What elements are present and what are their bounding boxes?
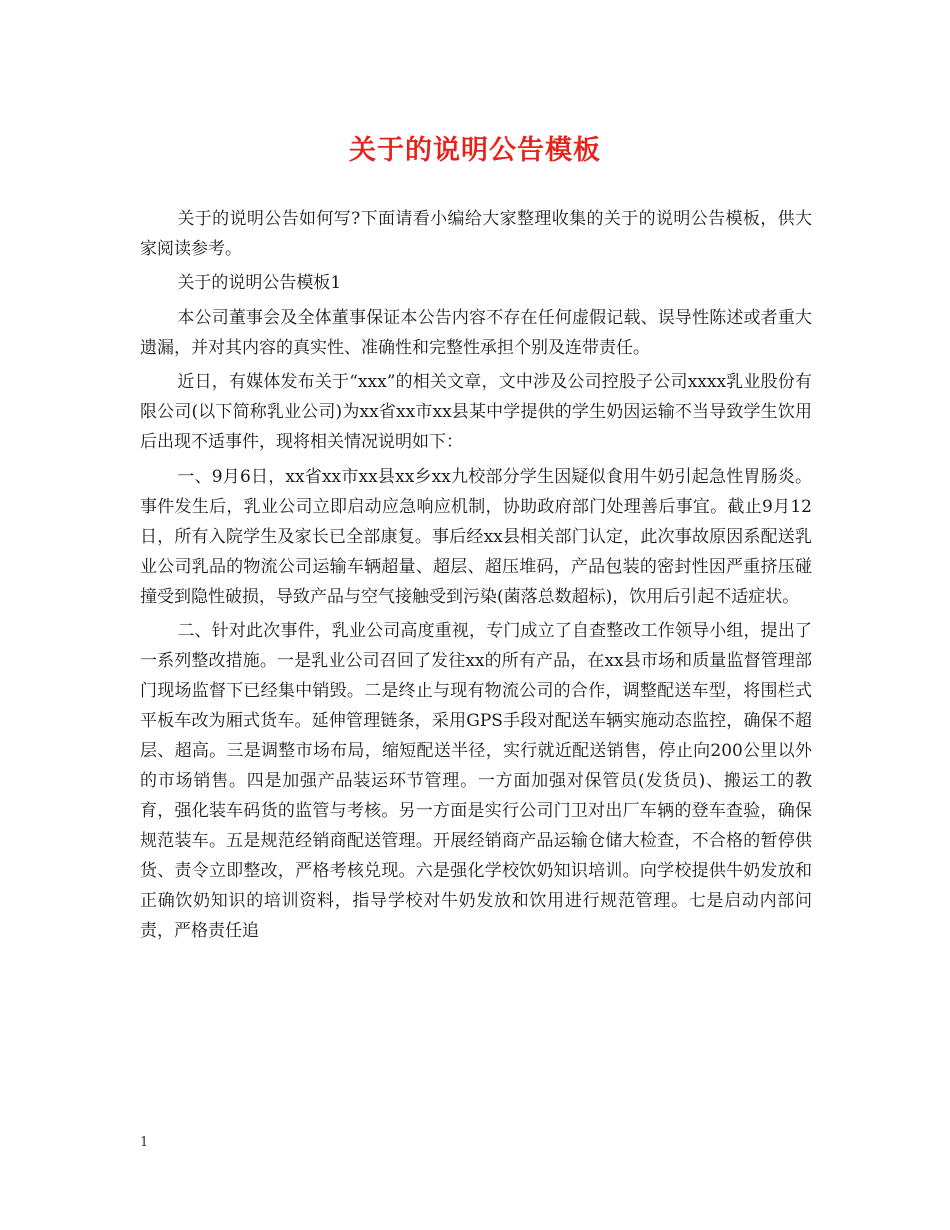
paragraph-template-heading: 关于的说明公告模板1 <box>177 273 342 294</box>
paragraph-intro: 关于的说明公告如何写?下面请看小编给大家整理收集的关于的说明公告模板，供大家阅读参考。 <box>140 209 812 259</box>
document-body <box>140 204 812 950</box>
paragraph-media-report: 近日，有媒体发布关于“xxx”的相关文章，文中涉及公司控股子公司xxxx乳业股份有限公司(以下简称乳业公司)为xx省xx市xx县某中学提供的学生奶因运输不当导致学生饮用后出现不适事件，现将相关情况说明如下： <box>140 372 812 453</box>
document-title: 关于的说明公告模板 <box>349 135 601 166</box>
page-number: 1 <box>140 1135 149 1150</box>
paragraph-board-statement: 本公司董事会及全体董事保证本公告内容不存在任何虚假记载、误导性陈述或者重大遗漏，并对其内容的真实性、准确性和完整性承担个别及连带责任。 <box>140 307 812 358</box>
paragraph-point-two: 二、针对此次事件，乳业公司高度重视，专门成立了自查整改工作领导小组，提出了一系列整改措施。一是乳业公司召回了发往xx的所有产品，在xx县市场和质量监督管理部门现场监督下已经集中销毁。二是终止与现有物流公司的合作，调整配送车型，将围栏式平板车改为厢式货车。延伸管理链条，采用GPS手段对配送车辆实施动态监控，确保不超层、超高。三是调整市场布局，缩短配送半径，实行就近配送销售，停止向200公里以外的市场销售。四是加强产品装运环节管理。一方面加强对保管员(发货员)、搬运工的教育，强化装车码货的监管与考核。另一方面是实行公司门卫对出厂车辆的登车查验，确保规范装车。五是规范经销商配送管理。开展经销商产品运输仓储大检查，不合格的暂停供货、责令立即整改，严格考核兑现。六是强化学校饮奶知识培训。向学校提供牛奶发放和正确饮奶知识的培训资料，指导学校对牛奶发放和饮用进行规范管理。七是启动内部问责，严格责任追 <box>140 620 812 941</box>
paragraph-point-one: 一、9月6日，xx省xx市xx县xx乡xx九校部分学生因疑似食用牛奶引起急性胃肠炎。事件发生后，乳业公司立即启动应急响应机制，协助政府部门处理善后事宜。截止9月12日，所有入院学生及家长已全部康复。事后经xx县相关部门认定，此次事故原因系配送乳业公司乳品的物流公司运输车辆超量、超层、超压堆码，产品包装的密封性因严重挤压碰撞受到隐性破损，导致产品与空气接触受到污染(菌落总数超标)，饮用后引起不适症状。 <box>140 466 812 607</box>
